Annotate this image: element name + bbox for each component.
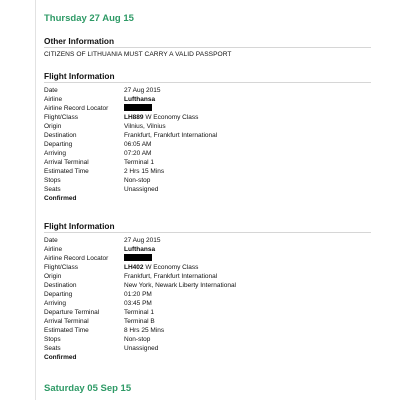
flight-row-stops [44,335,344,344]
flight-number: LH402 [124,264,144,271]
departing-value: 06:05 AM [124,141,152,148]
flight-row-destination [44,281,344,290]
flight-row-date [44,236,344,245]
flight-row-arrival-terminal [44,158,344,167]
field-label: Estimated Time [44,168,89,175]
field-label: Destination [44,282,77,289]
destination-value: New York, Newark Liberty International [124,282,237,289]
field-label: Stops [44,177,61,184]
flight-row-seats [44,344,344,353]
flight-row-airline [44,95,344,104]
flight-row-departing [44,140,344,149]
field-label: Arrival Terminal [44,159,89,166]
field-label: Date [44,237,58,244]
arrival-terminal-value: Terminal 1 [124,159,154,166]
section-divider [44,232,371,233]
field-label: Destination [44,132,77,139]
origin-value: Frankfurt, Frankfurt International [124,273,218,280]
estimated-time-value: 2 Hrs 15 Mins [124,168,165,175]
flight-row-record-locator [44,104,344,113]
flight-row-arriving [44,299,344,308]
airline-value: Lufthansa [124,96,156,103]
seats-value: Unassigned [124,186,159,193]
other-information-text: CITIZENS OF LITHUANIA MUST CARRY A VALID PASSPORT [44,51,232,58]
field-label: Arriving [44,150,67,157]
flight-date-value: 27 Aug 2015 [124,87,161,94]
flight-row-seats [44,185,344,194]
flight-row-date [44,86,344,95]
field-label: Airline Record Locator [44,105,109,112]
field-label: Seats [44,345,61,352]
field-label: Departing [44,291,73,298]
day-header-thursday: Thursday 27 Aug 15 [44,13,134,24]
flight-information-table-1 [44,86,344,203]
flight-row-flight-class [44,263,344,272]
arriving-value: 07:20 AM [124,150,152,157]
field-label: Flight/Class [44,264,78,271]
flight-information-title-1: Flight Information [44,71,115,81]
field-label: Airline Record Locator [44,255,109,262]
stops-value: Non-stop [124,177,151,184]
other-information-title: Other Information [44,36,115,46]
estimated-time-value: 8 Hrs 25 Mins [124,327,165,334]
field-label: Airline [44,246,63,253]
flight-row-origin [44,122,344,131]
flight-row-departing [44,290,344,299]
flight-row-arriving [44,149,344,158]
field-label: Stops [44,336,61,343]
flight-row-airline [44,245,344,254]
field-label: Arrival Terminal [44,318,89,325]
redacted-record-locator [124,104,152,111]
field-label: Departure Terminal [44,309,100,316]
flight-row-destination [44,131,344,140]
arriving-value: 03:45 PM [124,300,152,307]
field-label: Flight/Class [44,114,78,121]
flight-number: LH889 [124,114,144,121]
stops-value: Non-stop [124,336,151,343]
field-label: Origin [44,123,62,130]
field-label: Date [44,87,58,94]
flight-information-title-2: Flight Information [44,221,115,231]
booking-status: Confirmed [44,354,77,361]
flight-date-value: 27 Aug 2015 [124,237,161,244]
section-divider [44,47,371,48]
section-divider [44,82,371,83]
field-label: Origin [44,273,62,280]
arrival-terminal-value: Terminal B [124,318,155,325]
flight-row-arrival-terminal [44,317,344,326]
airline-value: Lufthansa [124,246,156,253]
booking-status: Confirmed [44,195,77,202]
origin-value: Vilnius, Vilnius [124,123,166,130]
flight-row-estimated-time [44,326,344,335]
flight-row-estimated-time [44,167,344,176]
flight-row-flight-class [44,113,344,122]
departing-value: 01:20 PM [124,291,152,298]
field-label: Airline [44,96,63,103]
flight-row-departure-terminal [44,308,344,317]
field-label: Departing [44,141,73,148]
flight-class: W Economy Class [145,114,199,121]
redacted-record-locator [124,254,152,261]
seats-value: Unassigned [124,345,159,352]
field-label: Seats [44,186,61,193]
departure-terminal-value: Terminal 1 [124,309,154,316]
field-label: Estimated Time [44,327,89,334]
flight-row-record-locator [44,254,344,263]
day-header-saturday: Saturday 05 Sep 15 [44,383,132,394]
flight-information-table-2 [44,236,344,362]
destination-value: Frankfurt, Frankfurt International [124,132,218,139]
field-label: Arriving [44,300,67,307]
flight-row-stops [44,176,344,185]
flight-row-origin [44,272,344,281]
flight-class: W Economy Class [145,264,199,271]
